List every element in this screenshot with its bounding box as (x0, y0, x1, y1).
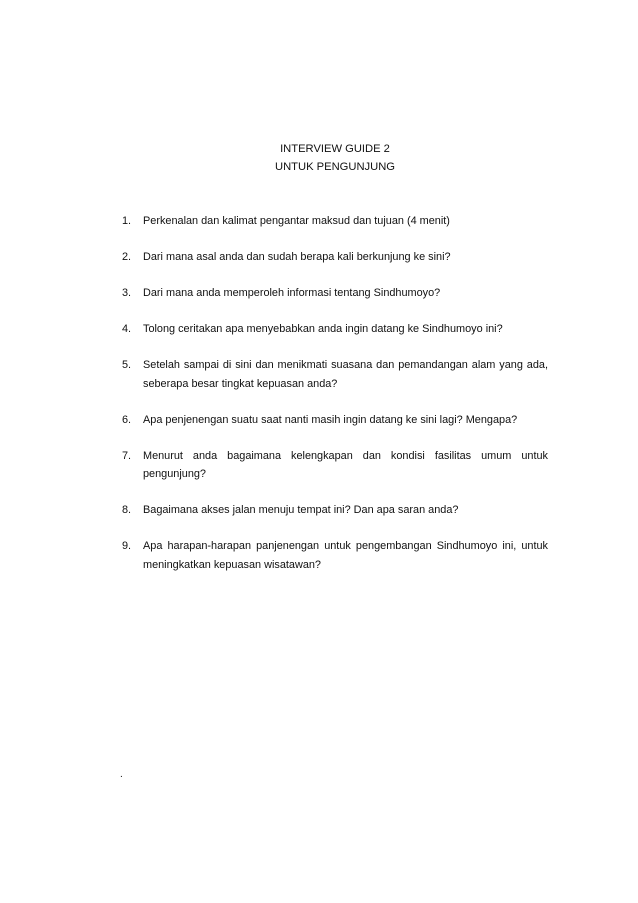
question-text: Perkenalan dan kalimat pengantar maksud dan tujuan (4 menit) (143, 215, 450, 227)
question-text: Tolong ceritakan apa menyebabkan anda ingin datang ke Sindhumoyo ini? (143, 323, 503, 335)
question-text: Bagaimana akses jalan menuju tempat ini? Dan apa saran anda? (143, 504, 459, 516)
document-subtitle: UNTUK PENGUNJUNG (275, 161, 395, 173)
question-item-1 (122, 212, 548, 231)
footer-mark: . (120, 769, 123, 780)
title-block (0, 140, 638, 176)
question-number: 9. (122, 540, 132, 552)
question-list (122, 212, 548, 592)
question-number: 2. (122, 251, 132, 263)
question-text: Dari mana anda memperoleh informasi tentang Sindhumoyo? (143, 287, 441, 299)
question-item-6 (122, 411, 548, 430)
question-text: Apa harapan-harapan panjenengan untuk pengembangan Sindhumoyo ini, untuk meningkatkan kepuasan wisatawan? (143, 540, 548, 571)
document-title: INTERVIEW GUIDE 2 (280, 143, 390, 155)
question-text: Menurut anda bagaimana kelengkapan dan kondisi fasilitas umum untuk pengunjung? (143, 449, 548, 480)
question-text: Dari mana asal anda dan sudah berapa kali berkunjung ke sini? (143, 251, 451, 263)
question-number: 7. (122, 449, 132, 462)
question-text: Setelah sampai di sini dan menikmati suasana dan pemandangan alam yang ada, seberapa besar tingkat kepuasan anda? (143, 359, 548, 390)
question-item-4 (122, 320, 548, 339)
question-number: 5. (122, 359, 132, 371)
question-number: 3. (122, 287, 132, 299)
question-item-5 (122, 356, 548, 393)
question-number: 6. (122, 413, 132, 426)
question-number: 8. (122, 504, 132, 516)
question-item-3 (122, 284, 548, 303)
question-number: 4. (122, 323, 132, 335)
question-text: Apa penjenengan suatu saat nanti masih ingin datang ke sini lagi? Mengapa? (143, 413, 518, 426)
question-item-7 (122, 447, 548, 484)
question-item-2 (122, 248, 548, 267)
question-item-9 (122, 537, 548, 574)
question-item-8 (122, 501, 548, 520)
question-number: 1. (122, 215, 132, 227)
